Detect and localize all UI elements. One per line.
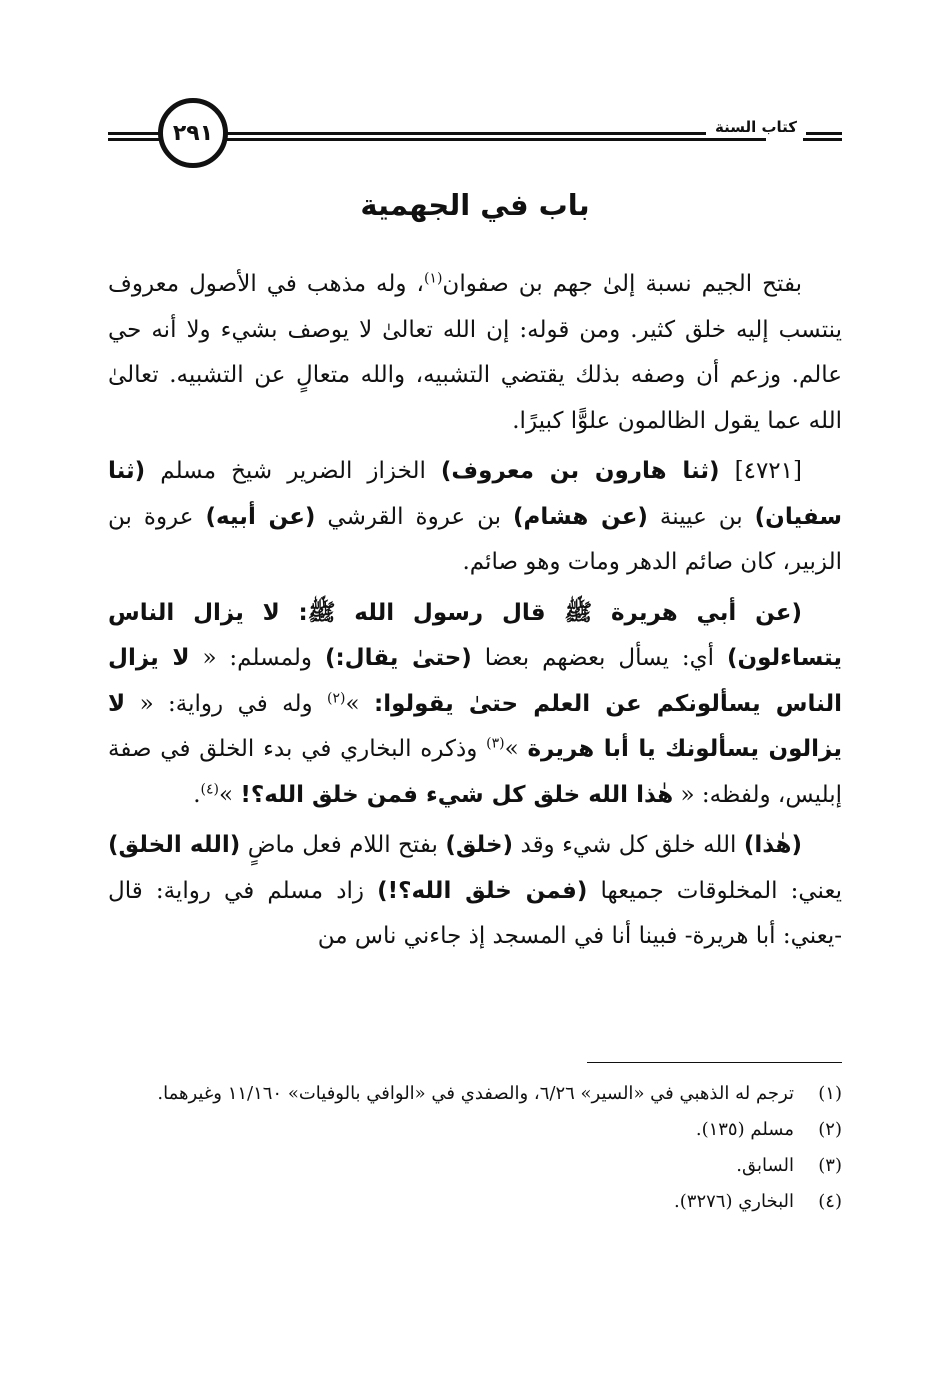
paragraph-intro [108, 262, 842, 444]
hadith-text-bold: (الله الخلق) [108, 832, 241, 858]
text: أي: يسأل بعضهم بعضا [471, 645, 727, 671]
text: الخزاز الضرير شيخ مسلم [145, 458, 441, 484]
header-rule [108, 132, 160, 135]
hadith-number: [٤٧٢١] [719, 458, 802, 484]
hadith-text-bold: (حتىٰ يقال:) [324, 645, 472, 671]
hadith-text-bold: لا يزال الناس يسألونكم عن العلم حتىٰ يقولوا: [108, 645, 843, 717]
hadith-text-bold: (فمن خلق الله؟!) [377, 877, 588, 904]
header-rule [108, 138, 160, 141]
paragraph-hadith [108, 591, 842, 819]
hadith-text-bold: (عن أبي هريرة ﷺ قال رسول الله ﷺ: لا يزال الناس يتساءلون) [108, 599, 843, 671]
header-rule [803, 138, 842, 141]
footnote-ref: (٤) [200, 780, 219, 797]
text: » [504, 736, 528, 762]
footnote-item [108, 1148, 842, 1184]
text: بن عيينة [647, 503, 755, 530]
paragraph-isnad [108, 449, 842, 586]
text: » [218, 781, 241, 808]
text: وذكره البخاري في بدء الخلق في صفة إبليس، ولفظه: « [108, 736, 842, 808]
footnote-separator [587, 1062, 842, 1063]
footnote-ref: (٣) [486, 735, 505, 752]
footnote-ref: (١) [423, 270, 443, 287]
text: » [345, 690, 375, 717]
text: عروة بن الزبير، كان صائم الدهر ومات وهو صائم. [108, 503, 842, 575]
footnote-item [108, 1076, 842, 1112]
main-text [108, 262, 842, 965]
footnote-text: البخاري (٣٢٧٦). [674, 1191, 794, 1212]
header-rule [803, 132, 842, 135]
text: بن عروة القرشي [315, 503, 513, 530]
chapter-title: باب في الجهمية [360, 188, 590, 222]
narrator-bold: (عن أبيه) [205, 503, 316, 530]
text: ، وله مذهب في الأصول معروف ينتسب إليه خلق كثير. ومن قوله: إن الله تعالىٰ لا يوصف بشيء ولا أنه حي عالم. وزعم أن وصفه بذلك يقتضي التشبيه، والله متعالٍ عن التشبيه. تعالىٰ الله عما يقول الظالمون علوًّا كبيرًا. [108, 271, 842, 434]
hadith-text-bold: هٰذا الله خلق كل شيء فمن خلق الله؟! [240, 781, 674, 808]
text: بفتح اللام فعل ماضٍ [240, 832, 446, 858]
text: يعني: المخلوقات جميعها [587, 877, 842, 904]
footnote-text: ترجم له الذهبي في «السير» ٦/٢٦، والصفدي في «الوافي بالوفيات» ١١/١٦٠ وغيرهما. [157, 1083, 794, 1104]
narrator-bold: (ثنا سفيان) [108, 458, 843, 530]
running-title: كتاب السنة [706, 118, 806, 136]
hadith-text-bold: لا يزالون يسألونك يا أبا هريرة [108, 690, 842, 762]
narrator-bold: (عن هشام) [512, 503, 648, 530]
footnote-text: مسلم (١٣٥). [695, 1119, 794, 1140]
page-number: ٢٩١ [158, 98, 228, 168]
text: ولمسلم: « [189, 645, 325, 671]
text: زاد مسلم في رواية: قال -يعني: أبا هريرة- فبينا أنا في المسجد إذ جاءني ناس من [108, 877, 842, 949]
header-rule [226, 132, 766, 135]
text: . [193, 781, 201, 808]
footnote-number: (٢) [818, 1119, 842, 1140]
paragraph-commentary [108, 823, 842, 960]
footnote-text: السابق. [736, 1155, 794, 1176]
hadith-text-bold: (هٰذا) [743, 832, 803, 858]
narrator-bold: (ثنا هارون بن معروف) [440, 458, 720, 484]
page-header [108, 92, 842, 182]
text: الله خلق كل شيء وقد [513, 832, 744, 858]
footnote-ref: (٢) [327, 689, 346, 706]
text: بفتح الجيم نسبة إلىٰ جهم بن صفوان [442, 271, 802, 297]
text: وله في رواية: « [125, 690, 328, 717]
footnote-item [108, 1112, 842, 1148]
footnote-number: (٤) [818, 1191, 842, 1212]
header-rule [226, 138, 766, 141]
footnote-number: (١) [818, 1083, 842, 1104]
hadith-text-bold: (خلق) [445, 832, 514, 858]
footnote-item [108, 1184, 842, 1220]
footnotes [108, 1076, 842, 1220]
footnote-number: (٣) [818, 1155, 842, 1176]
